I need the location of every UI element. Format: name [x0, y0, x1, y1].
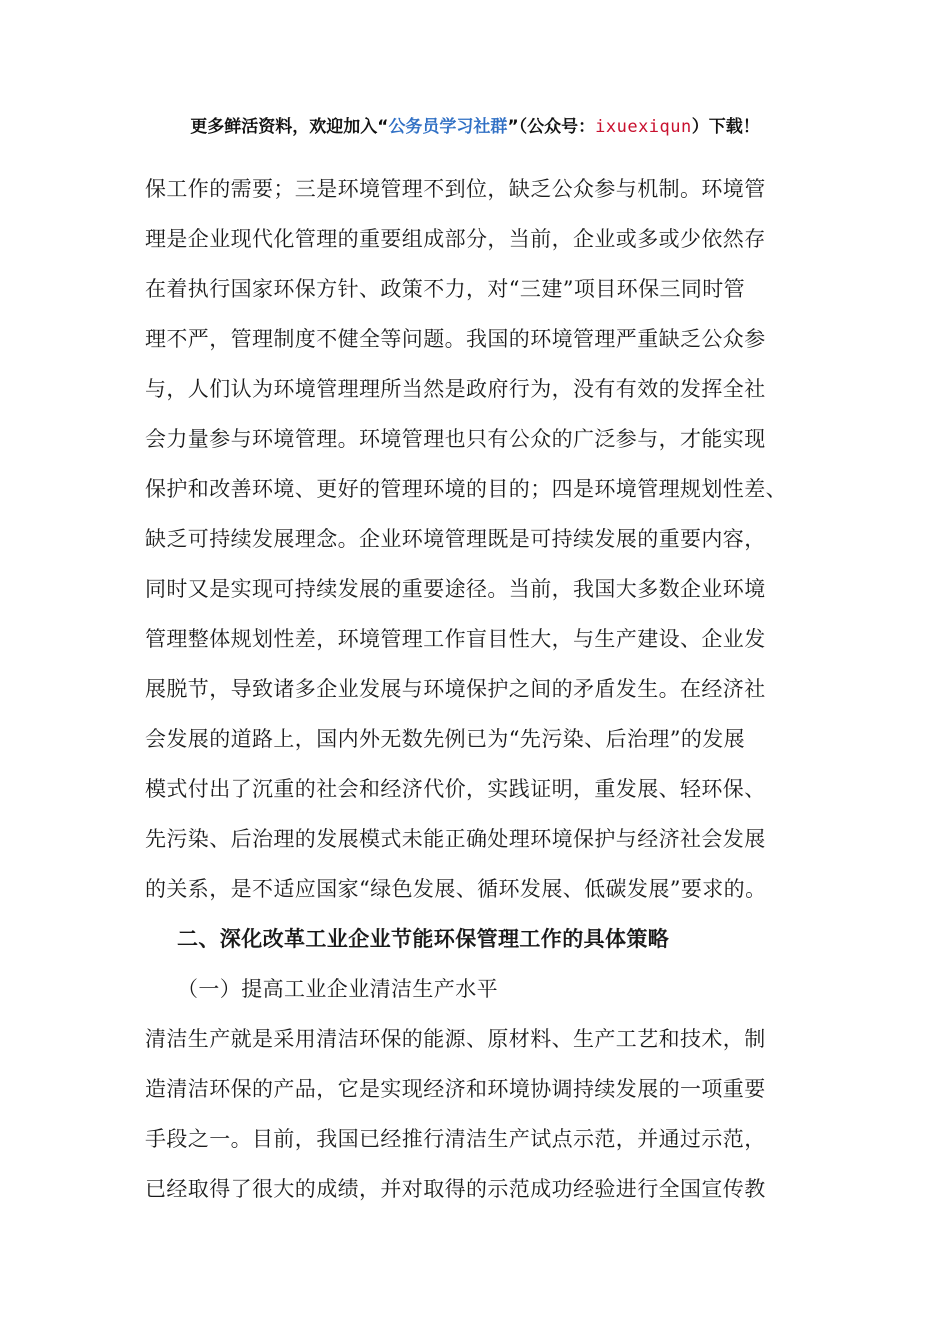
- body-line: 清洁生产就是采用清洁环保的能源、原材料、生产工艺和技术，制: [145, 1027, 766, 1051]
- body-line: 保工作的需要；三是环境管理不到位，缺乏公众参与机制。环境管: [145, 177, 766, 201]
- body-line: 先污染、后治理的发展模式未能正确处理环境保护与经济社会发展: [145, 827, 766, 851]
- body-line: 理是企业现代化管理的重要组成部分，当前，企业或多或少依然存: [145, 227, 766, 251]
- body-line: 理不严，管理制度不健全等问题。我国的环境管理严重缺乏公众参: [145, 327, 766, 351]
- banner-prefix: 更多鲜活资料，欢迎加入“: [190, 117, 389, 137]
- body-line: 在着执行国家环保方针、政策不力，对“三建”项目环保三同时管: [145, 277, 746, 301]
- document-body: [145, 164, 825, 1214]
- promo-banner: [0, 112, 950, 137]
- body-line: 展脱节，导致诸多企业发展与环境保护之间的矛盾发生。在经济社: [145, 677, 766, 701]
- section-heading: 二、深化改革工业企业节能环保管理工作的具体策略: [177, 927, 670, 951]
- body-line: 造清洁环保的产品，它是实现经济和环境协调持续发展的一项重要: [145, 1077, 766, 1101]
- banner-middle: ”（公众号：: [507, 117, 596, 137]
- banner-account-id: ixuexiqun: [595, 117, 692, 137]
- body-line: 缺乏可持续发展理念。企业环境管理既是可持续发展的重要内容，: [145, 527, 766, 551]
- body-line: 会力量参与环境管理。环境管理也只有公众的广泛参与，才能实现: [145, 427, 766, 451]
- body-line: 已经取得了很大的成绩，并对取得的示范成功经验进行全国宣传教: [145, 1177, 766, 1201]
- body-line: 模式付出了沉重的社会和经济代价，实践证明，重发展、轻环保、: [145, 777, 766, 801]
- banner-group-link[interactable]: 公务员学习社群: [388, 117, 508, 137]
- body-line: 会发展的道路上，国内外无数先例已为“先污染、后治理”的发展: [145, 727, 746, 751]
- body-line: 的关系，是不适应国家“绿色发展、循环发展、低碳发展”要求的。: [145, 877, 767, 901]
- body-line: 保护和改善环境、更好的管理环境的目的；四是环境管理规划性差、: [145, 477, 787, 501]
- body-line: 管理整体规划性差，环境管理工作盲目性大，与生产建设、企业发: [145, 627, 766, 651]
- body-line: 手段之一。目前，我国已经推行清洁生产试点示范，并通过示范，: [145, 1127, 766, 1151]
- body-line: 同时又是实现可持续发展的重要途径。当前，我国大多数企业环境: [145, 577, 766, 601]
- banner-suffix: ）下载！: [691, 117, 760, 137]
- subsection-heading: （一）提高工业企业清洁生产水平: [177, 977, 498, 1001]
- body-line: 与，人们认为环境管理理所当然是政府行为，没有有效的发挥全社: [145, 377, 766, 401]
